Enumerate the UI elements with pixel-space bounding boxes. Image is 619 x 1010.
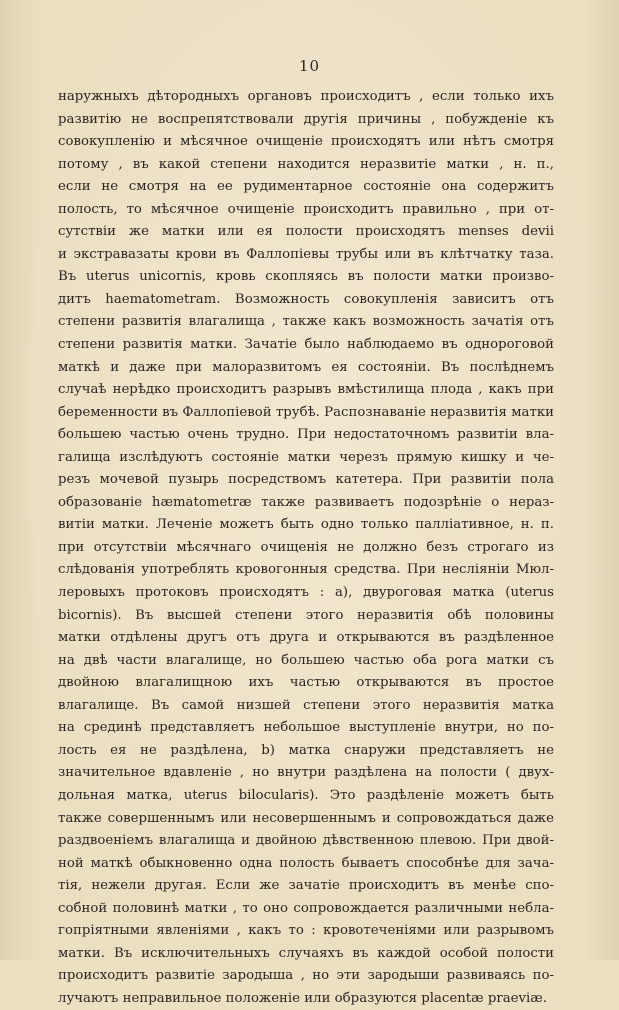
- text-line: слѣдованія употреблять кровогонныя средства. При несліяніи Мюл-: [58, 562, 554, 578]
- text-line: полость, то мѣсячное очищеніе происходитъ правильно , при от-: [58, 201, 554, 217]
- text-line: bicornis). Въ высшей степени этого неразвитія обѣ половины: [58, 607, 554, 623]
- text-line: двойною влагалищною ихъ частью открываются въ простое: [58, 675, 554, 691]
- text-line: если не смотря на ее рудиментарное состояніе она содержитъ: [58, 179, 554, 195]
- text-line: галища изслѣдуютъ состояніе матки черезъ прямую кишку и че-: [58, 449, 554, 465]
- text-line: степени развитія матки. Зачатіе было наблюдаемо въ однороговой: [58, 337, 554, 353]
- text-line: дольная матка, uterus bilocularis). Это раздѣленіе можетъ быть: [58, 787, 554, 803]
- text-line: тія, нежели другая. Если же зачатіе происходитъ въ менѣе спо-: [58, 878, 554, 894]
- text-line: витіи матки. Леченіе можетъ быть одно только палліативное, н. п.: [58, 517, 554, 533]
- text-line: происходитъ развитіе зародыша , но эти зародыши развиваясь по-: [58, 968, 554, 984]
- text-line: развитію не воспрепятствовали другія причины , побужденіе къ: [58, 111, 554, 127]
- text-line: Въ uterus unicornis, кровь скопляясь въ полости матки произво-: [58, 269, 554, 285]
- text-line: потому , въ какой степени находится неразвитіе матки , н. п.,: [58, 156, 554, 172]
- text-line: лучаютъ неправильное положеніе или образуются placentæ praeviæ.: [58, 990, 547, 1006]
- text-line: раздвоеніемъ влагалища и двойною дѣвственною плевою. При двой-: [58, 833, 554, 849]
- text-line: наружныхъ дѣтородныхъ органовъ происходитъ , если только ихъ: [58, 89, 554, 104]
- text-line: беременности въ Фаллопіевой трубѣ. Распознаваніе неразвитія матки: [58, 404, 554, 420]
- text-line: на двѣ части влагалище, но большею частью оба рога матки съ: [58, 652, 554, 668]
- text-line: сутствіи же матки или ея полости происходятъ menses devii: [58, 224, 554, 240]
- text-line: маткѣ и даже при малоразвитомъ ея состояніи. Въ послѣднемъ: [58, 359, 554, 375]
- text-line: матки отдѣлены другъ отъ друга и открываются въ раздѣленное: [58, 630, 554, 646]
- text-line: ной маткѣ обыкновенно одна полость бываетъ способнѣе для зача-: [58, 855, 554, 871]
- text-line: на срединѣ представляетъ небольшое выступленіе внутри, но по-: [58, 720, 554, 736]
- text-line: также совершеннымъ или несовершеннымъ и сопровождаться даже: [58, 810, 554, 826]
- page-number: 10: [298, 57, 321, 75]
- text-line: образованіе hæmatometræ также развиваетъ подозрѣніе о нераз-: [58, 494, 554, 510]
- text-body: [58, 86, 554, 1010]
- text-line: совокупленію и мѣсячное очищеніе происходятъ или нѣтъ смотря: [58, 134, 554, 150]
- text-line: леровыхъ протоковъ происходятъ : а), двуроговая матка (uterus: [58, 585, 554, 601]
- text-line: случаѣ нерѣдко происходитъ разрывъ вмѣстилища плода , какъ при: [58, 382, 554, 398]
- text-line: значительное вдавленіе , но внутри раздѣлена на полости ( двух-: [58, 765, 554, 781]
- text-line: большею частью очень трудно. При недостаточномъ развитіи вла-: [58, 427, 554, 443]
- text-line: дитъ haematometram. Возможность совокупленія зависитъ отъ: [58, 291, 554, 307]
- text-line: степени развитія влагалища , также какъ возможность зачатія отъ: [58, 314, 554, 330]
- text-line: резъ мочевой пузырь посредствомъ катетера. При развитіи пола: [58, 472, 554, 488]
- text-line: матки. Въ исключительныхъ случаяхъ въ каждой особой полости: [58, 945, 554, 961]
- text-line: лость ея не раздѣлена, b) матка снаружи представляетъ не: [58, 742, 554, 758]
- text-line: собной половинѣ матки , то оно сопровождается различными небла-: [58, 900, 554, 916]
- text-line: гопріятными явленіями , какъ то : кровотеченіями или разрывомъ: [58, 923, 554, 939]
- text-line: и экстравазаты крови въ Фаллопіевы трубы или въ клѣтчатку таза.: [58, 246, 554, 262]
- text-line: при отсутствіи мѣсячнаго очищенія не должно безъ строгаго из: [58, 539, 554, 555]
- text-line: влагалище. Въ самой низшей степени этого неразвитія матка: [58, 697, 554, 713]
